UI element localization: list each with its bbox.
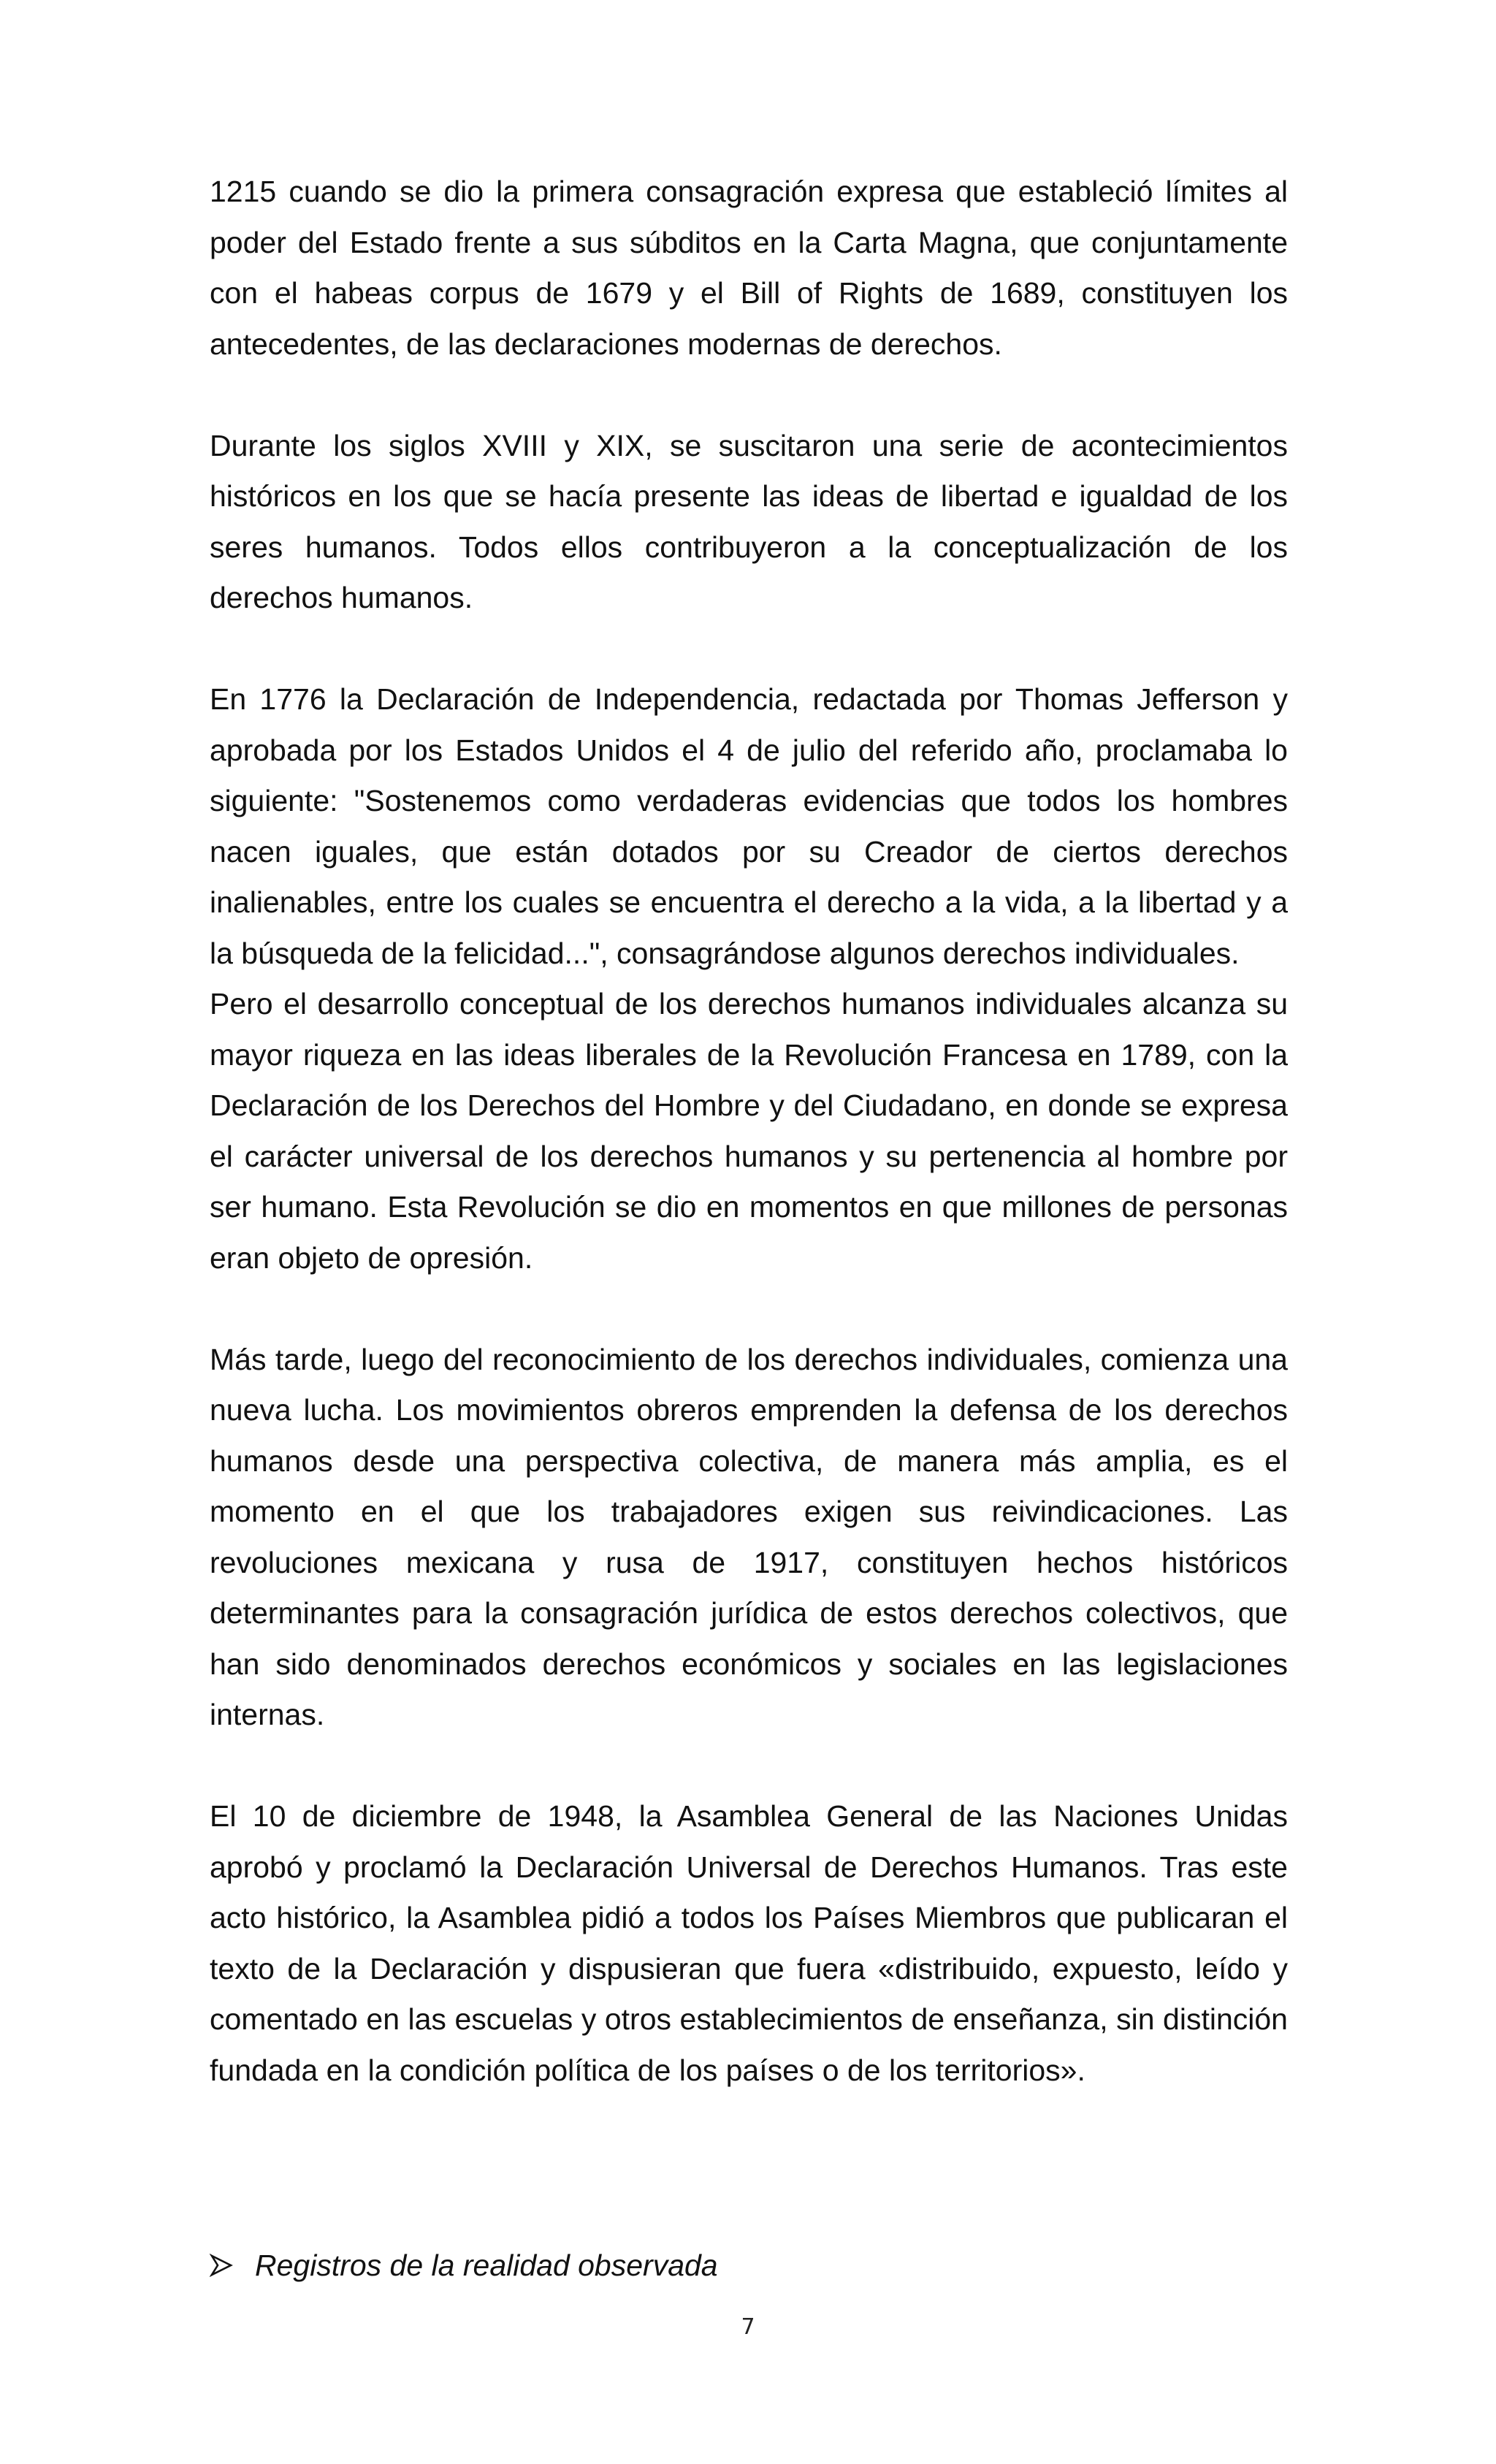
paragraph-universal-declaration: El 10 de diciembre de 1948, la Asamblea General de las Naciones Unidas aprobó y proclamó la Declaración Universal de Derechos Humanos. Tras este acto histórico, la Asamblea pidió a todos los Países Miembros que publicaran el texto de la Declaración y dispusieran que fuera «distribuido, expuesto, leído y comentado en las escuelas y otros establecimientos de enseñanza, sin distinción fundada en la condición política de los países o de los territorios». [210, 1799, 1288, 2087]
section-heading-text: Registros de la realidad observada [255, 2248, 718, 2282]
paragraph-french-revolution: Pero el desarrollo conceptual de los derechos humanos individuales alcanza su mayor riqueza en las ideas liberales de la Revolución Francesa en 1789, con la Declaración de los Derechos del Hombre y del Ciudadano, en donde se expresa el carácter universal de los derechos humanos y su pertenencia al hombre por ser humano. Esta Revolución se dio en momentos en que millones de personas eran objeto de opresión. [210, 987, 1288, 1275]
paragraph-spacer [210, 624, 1288, 675]
arrow-bullet-icon [210, 2254, 233, 2277]
section-heading [210, 2243, 718, 2287]
paragraph-spacer [210, 1741, 1288, 1792]
paragraph-declaration-independence: En 1776 la Declaración de Independencia, redactada por Thomas Jefferson y aprobada por los Estados Unidos el 4 de julio del referido año, proclamaba lo siguiente: "Sostenemos como verdaderas evidencias que todos los hombres nacen iguales, que están dotados por su Creador de ciertos derechos inalienables, entre los cuales se encuentra el derecho a la vida, a la libertad y a la búsqueda de la felicidad...", consagrándose algunos derechos individuales. [210, 682, 1288, 970]
paragraph-magna-carta: 1215 cuando se dio la primera consagración expresa que estableció límites al poder del Estado frente a sus súbditos en la Carta Magna, que conjuntamente con el habeas corpus de 1679 y el Bill of Rights de 1689, constituyen los antecedentes, de las declaraciones modernas de derechos. [210, 175, 1288, 361]
paragraph-spacer [210, 1284, 1288, 1335]
page-number: 7 [741, 2314, 755, 2340]
paragraph-18th-19th-centuries: Durante los siglos XVIII y XIX, se suscitaron una serie de acontecimientos históricos en los que se hacía presente las ideas de libertad e igualdad de los seres humanos. Todos ellos contribuyeron a la conceptualización de los derechos humanos. [210, 428, 1288, 614]
paragraph-workers-movements: Más tarde, luego del reconocimiento de los derechos individuales, comienza una nueva lucha. Los movimientos obreros emprenden la defensa de los derechos humanos desde una perspectiva colectiva, de manera más amplia, es el momento en el que los trabajadores exigen sus reivindicaciones. Las revoluciones mexicana y rusa de 1917, constituyen hechos históricos determinantes para la consagración jurídica de estos derechos colectivos, que han sido denominados derechos económicos y sociales en las legislaciones internas. [210, 1342, 1288, 1731]
document-body [210, 167, 1288, 2096]
paragraph-spacer [210, 370, 1288, 421]
